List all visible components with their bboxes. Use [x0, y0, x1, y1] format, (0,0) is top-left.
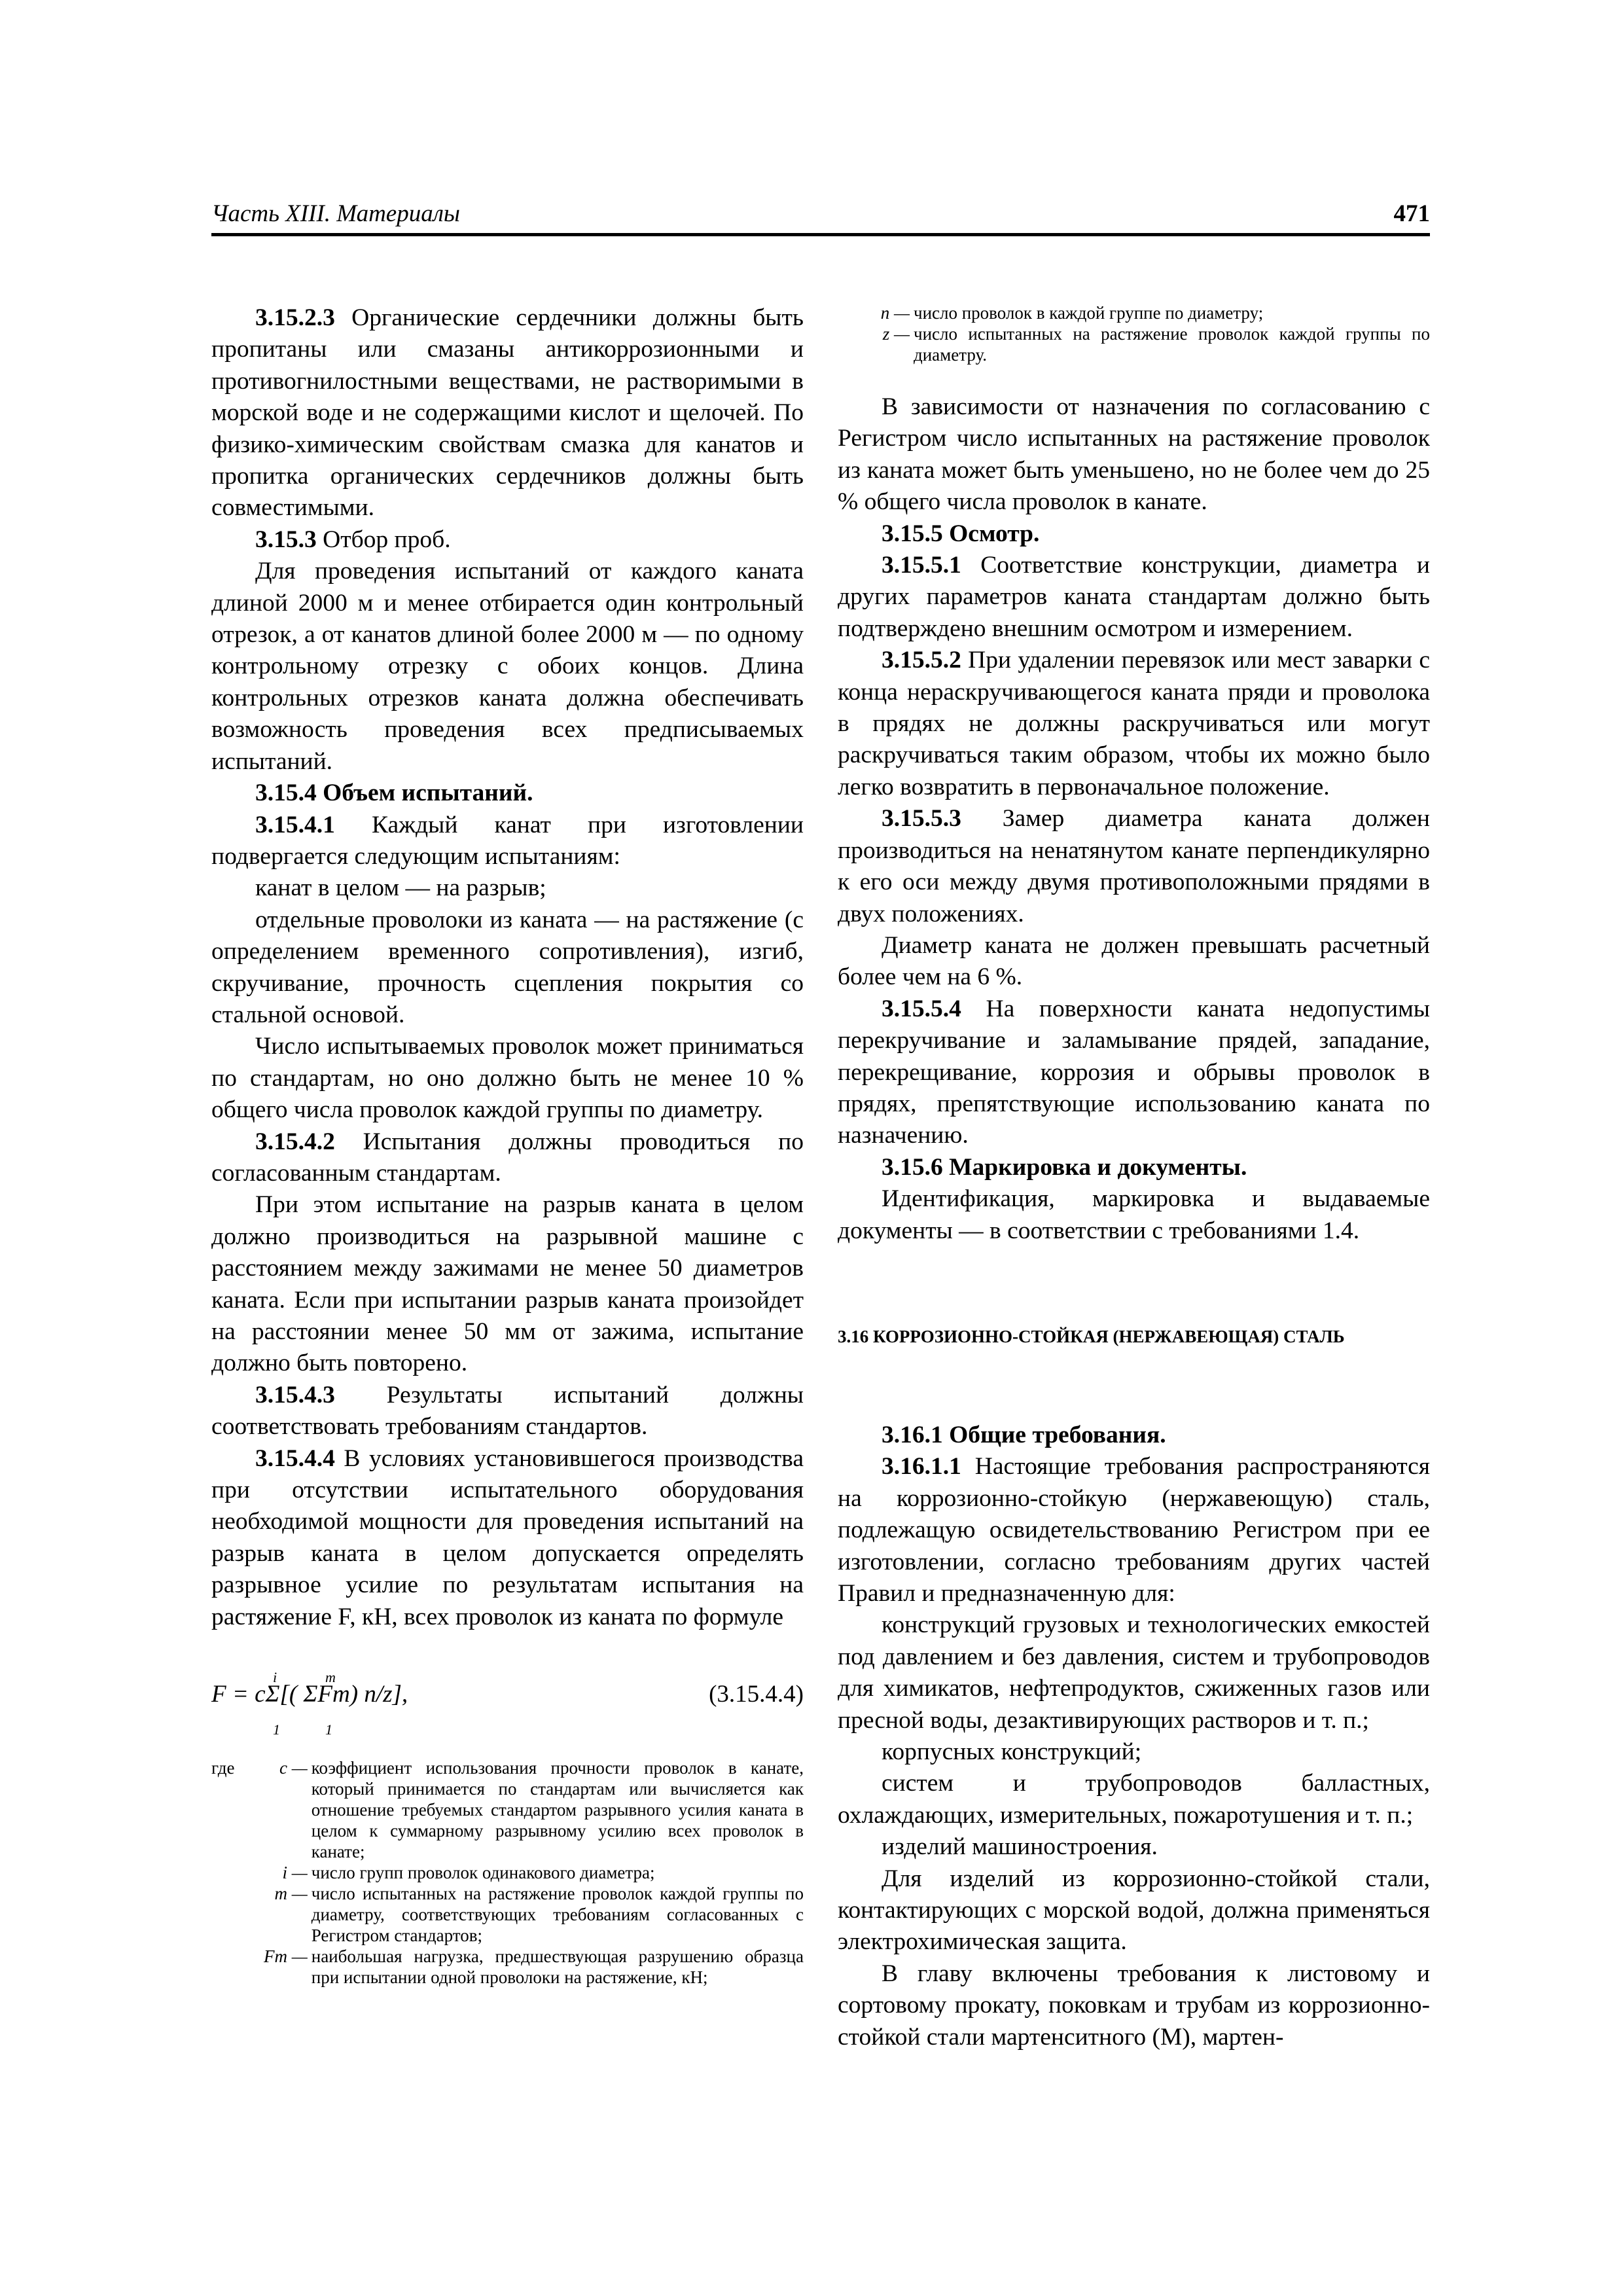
- paragraph: отдельные проволоки из каната — на растяжение (с определением временного сопротивления), изгиб, скручивание, прочность сцепления покрытия со стальной основой.: [211, 906, 804, 1028]
- definition-symbol: z —: [882, 324, 910, 344]
- subsection-heading: 3.15.4 Объем испытаний.: [255, 780, 533, 807]
- formula-definitions-continued: [838, 302, 1430, 365]
- section-title: 3.16 КОРРОЗИОННО-СТОЙКАЯ (НЕРЖАВЕЮЩАЯ) СТАЛЬ: [838, 1326, 1345, 1346]
- subsection-heading: 3.15.5 Осмотр.: [882, 520, 1040, 547]
- paragraph: 3.15.4.3 Результаты испытаний должны соответствовать требованиям стандартов.: [211, 1381, 804, 1441]
- definition-text: число групп проволок одинакового диаметра;: [311, 1863, 655, 1883]
- paragraph: В главу включены требования к листовому и сортовому прокату, поковкам и трубам из коррозионно-стойкой стали мартенситного (М), мартен-: [838, 1960, 1430, 2051]
- paragraph: При этом испытание на разрыв каната в целом должно производиться на разрывной машине с расстоянием между зажимами не менее 50 диаметров каната. Если при испытании разрыв каната произойдет на расстоянии менее 50 мм от зажима, испытание должно быть повторено.: [211, 1191, 804, 1377]
- paragraph: 3.15.2.3 Органические сердечники должны быть пропитаны или смазаны антикоррозионными и противогнилостными веществами, не растворимыми в морской воде и не содержащими кислот и щелочей. По физико-химическим свойствам смазка для канатов и пропитка органических сердечников должны быть совместимыми.: [211, 304, 804, 522]
- definition-text: наибольшая нагрузка, предшествующая разрушению образца при испытании одной проволоки на растяжение, кН;: [311, 1946, 804, 1988]
- definition-symbol: c —: [279, 1758, 308, 1778]
- formula-sum-upper: m: [325, 1669, 336, 1686]
- formula-sum-upper: i: [273, 1669, 277, 1686]
- left-column: [211, 302, 804, 1988]
- header-rule: [211, 233, 1430, 236]
- paragraph: 3.15.5.4 На поверхности каната недопустимы перекручивание и заламывание прядей, западание, перекрещивание, коррозия и обрывы проволок в прядях, препятствующие использованию каната по назначению.: [838, 995, 1430, 1149]
- formula-expression: F = cΣ[( ΣFm) n/z],: [211, 1681, 408, 1708]
- definition-symbol: m —: [274, 1884, 308, 1904]
- definition-text: число испытанных на растяжение проволок каждой группы по диаметру, соответствующих требованиям согласованных с Регистром стандартов;: [311, 1884, 804, 1946]
- formula: [211, 1659, 804, 1738]
- paragraph: конструкций грузовых и технологических емкостей под давлением и без давления, систем и трубопроводов для химикатов, нефтепродуктов, сжиженных газов или пресной воды, дезактивирующих растворов и т. п.;: [838, 1611, 1430, 1734]
- subsection-heading: 3.15.6 Маркировка и документы.: [882, 1153, 1247, 1181]
- formula-sum-lower: 1: [273, 1721, 280, 1738]
- definition-symbol: i —: [282, 1863, 308, 1883]
- page-number: 471: [1393, 200, 1430, 227]
- page-header: [211, 200, 1430, 231]
- subsection-heading: 3.15.3 Отбор проб.: [255, 526, 451, 553]
- paragraph: 3.16.1.1 Настоящие требования распространяются на коррозионно-стойкую (нержавеющую) сталь, подлежащую освидетельствованию Регистром при ее изготовлении, согласно требованиям других частей Правил и предназначенную для:: [838, 1453, 1430, 1607]
- paragraph: 3.15.5.1 Соответствие конструкции, диаметра и других параметров каната стандартам должно быть подтверждено внешним осмотром и измерением.: [838, 552, 1430, 642]
- formula-number: (3.15.4.4): [709, 1681, 804, 1708]
- definition-symbol: n —: [880, 303, 910, 323]
- paragraph: В зависимости от назначения по согласованию с Регистром число испытанных на растяжение проволок из каната может быть уменьшено, но не более чем до 25 % общего числа проволок в канате.: [838, 393, 1430, 516]
- running-title: Часть XIII. Материалы: [211, 200, 460, 227]
- paragraph: Для проведения испытаний от каждого каната длиной 2000 м и менее отбирается один контрольный отрезок, а от канатов длиной более 2000 м — по одному контрольному отрезку с обоих концов. Длина контрольных отрезков каната должна обеспечивать возможность проведения всех предписываемых испытаний.: [211, 558, 804, 775]
- subsection-heading: 3.16.1 Общие требования.: [882, 1421, 1166, 1448]
- formula-definitions: [211, 1757, 804, 1988]
- where-label: где: [211, 1758, 235, 1778]
- paragraph: Идентификация, маркировка и выдаваемые документы — в соответствии с требованиями 1.4.: [838, 1185, 1430, 1244]
- definition-symbol: Fm —: [264, 1946, 308, 1967]
- paragraph: канат в целом — на разрыв;: [255, 874, 546, 902]
- paragraph: систем и трубопроводов балластных, охлаждающих, измерительных, пожаротушения и т. п.;: [838, 1770, 1430, 1829]
- paragraph: 3.15.4.4 В условиях установившегося производства при отсутствии испытательного оборудования необходимой мощности для проведения испытаний на разрыв каната в целом допускается определять разрывное усилие по результатам испытания на растяжение F, кН, всех проволок из каната по формуле: [211, 1444, 804, 1630]
- formula-sum-lower: 1: [325, 1721, 332, 1738]
- definition-text: число проволок в каждой группе по диаметру;: [914, 303, 1264, 323]
- paragraph: 3.15.4.2 Испытания должны проводиться по согласованным стандартам.: [211, 1128, 804, 1187]
- definition-text: коэффициент использования прочности проволок в канате, который принимается по стандартам или вычисляется как отношение требуемых стандартом разрывного усилия каната в целом к суммарному разрывному усилию всех проволок в канате;: [311, 1758, 804, 1862]
- right-column: [838, 302, 1430, 2053]
- paragraph: корпусных конструкций;: [882, 1738, 1142, 1766]
- paragraph: 3.15.4.1 Каждый канат при изготовлении подвергается следующим испытаниям:: [211, 811, 804, 870]
- paragraph: Для изделий из коррозионно-стойкой стали, контактирующих с морской водой, должна применяться электрохимическая защита.: [838, 1865, 1430, 1956]
- paragraph: Число испытываемых проволок может приниматься по стандартам, но оно должно быть не менее 10 % общего числа проволок каждой группы по диаметру.: [211, 1033, 804, 1124]
- paragraph: изделий машиностроения.: [882, 1833, 1158, 1861]
- paragraph: 3.15.5.2 При удалении перевязок или мест заварки с конца нераскручивающегося каната пряди и проволока в прядях не должны раскручиваться или могут раскручиваться таким образом, чтобы их можно было легко возвратить в первоначальное положение.: [838, 647, 1430, 800]
- definition-text: число испытанных на растяжение проволок каждой группы по диаметру.: [914, 324, 1430, 365]
- paragraph: Диаметр каната не должен превышать расчетный более чем на 6 %.: [838, 931, 1430, 991]
- paragraph: 3.15.5.3 Замер диаметра каната должен производиться на ненатянутом канате перпендикулярно к его оси между двумя противоположными прядями в двух положениях.: [838, 805, 1430, 927]
